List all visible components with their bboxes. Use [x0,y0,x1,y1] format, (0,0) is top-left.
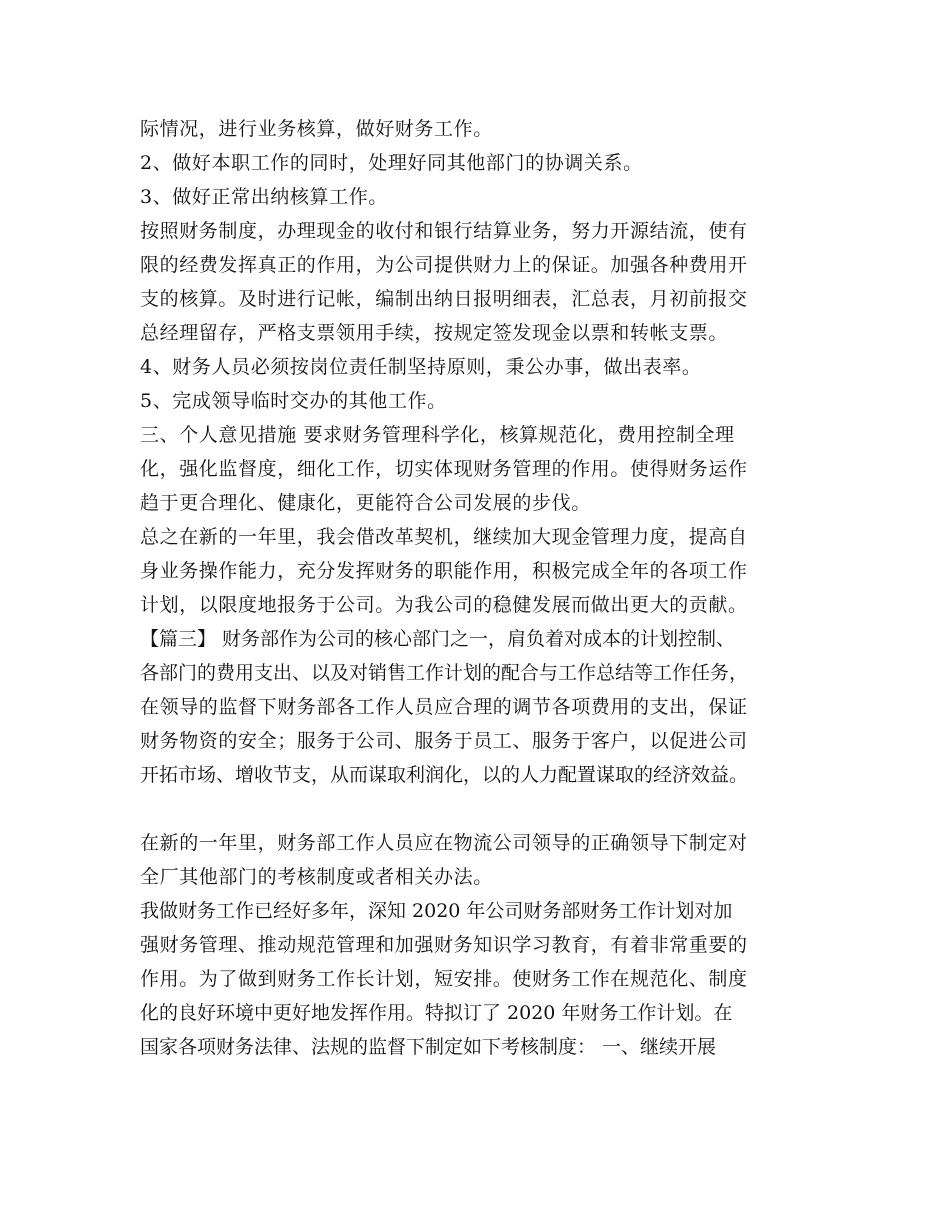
text-line: 在领导的监督下财务部各工作人员应合理的调节各项费用的支出，保证 [140,696,748,718]
text-line: 财务物资的安全；服务于公司、服务于员工、服务于客户，以促进公司 [140,730,748,752]
text-line: 各部门的费用支出、以及对销售工作计划的配合与工作总结等工作任务， [140,662,749,684]
text-line: 全厂其他部门的考核制度或者相关办法。 [140,866,493,888]
text-line: 总之在新的一年里，我会借改革契机，继续加大现金管理力度，提高自 [140,526,748,548]
text-line: 5、完成领导临时交办的其他工作。 [140,390,447,412]
text-line: 限的经费发挥真正的作用，为公司提供财力上的保证。加强各种费用开 [140,254,748,276]
text-line: 趋于更合理化、健康化，更能符合公司发展的步伐。 [140,492,591,514]
text-line: 三、个人意见措施 要求财务管理科学化，核算规范化，费用控制全理 [140,424,735,446]
text-line: 化的良好环境中更好地发挥作用。特拟订了 2020 年财务工作计划。在 [140,1002,733,1024]
text-line: 国家各项财务法律、法规的监督下制定如下考核制度： 一、继续开展 [140,1036,717,1058]
text-line: 计划，以限度地报务于公司。为我公司的稳健发展而做出更大的贡献。 [140,594,748,616]
text-line: 总经理留存，严格支票领用手续，按规定签发现金以票和转帐支票。 [140,322,729,344]
text-line: 化，强化监督度，细化工作，切实体现财务管理的作用。使得财务运作 [140,458,748,480]
text-line: 身业务操作能力，充分发挥财务的职能作用，积极完成全年的各项工作 [140,560,748,582]
text-line: 4、财务人员必须按岗位责任制坚持原则，秉公办事，做出表率。 [140,356,702,378]
text-line: 2、做好本职工作的同时，处理好同其他部门的协调关系。 [140,152,643,174]
text-line: 支的核算。及时进行记帐，编制出纳日报明细表，汇总表，月初前报交 [140,288,748,310]
text-line: 作用。为了做到财务工作长计划，短安排。使财务工作在规范化、制度 [140,968,748,990]
paragraph-gap [140,792,840,826]
text-line: 按照财务制度，办理现金的收付和银行结算业务，努力开源结流，使有 [140,220,748,242]
text-line: 3、做好正常出纳核算工作。 [140,186,388,208]
document-body [140,112,840,1064]
text-line: 开拓市场、增收节支，从而谋取利润化，以的人力配置谋取的经济效益。 [140,764,749,786]
text-line: 际情况，进行业务核算，做好财务工作。 [140,118,493,140]
text-line: 在新的一年里，财务部工作人员应在物流公司领导的正确领导下制定对 [140,832,748,854]
text-line: 强财务管理、推动规范管理和加强财务知识学习教育，有着非常重要的 [140,934,748,956]
section-heading-line: 【篇三】 财务部作为公司的核心部门之一，肩负着对成本的计划控制、 [140,628,736,650]
text-line: 我做财务工作已经好多年，深知 2020 年公司财务部财务工作计划对加 [140,900,733,922]
